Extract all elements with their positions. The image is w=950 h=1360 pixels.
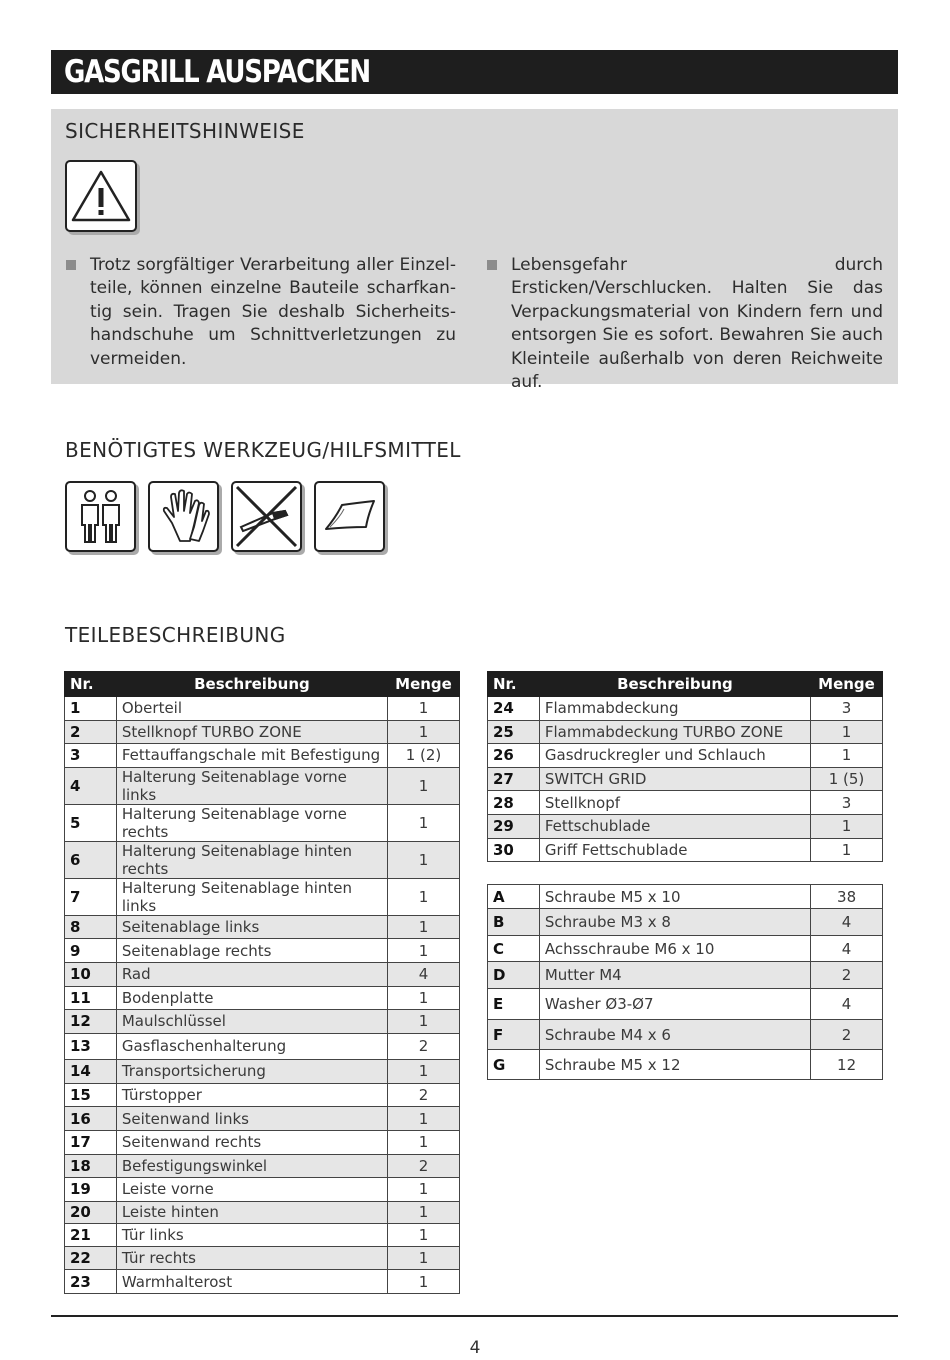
column-header-beschreibung: Beschreibung [116,672,387,697]
part-description: Transportsicherung [116,1059,387,1083]
warning-box [65,160,137,232]
part-quantity: 12 [811,1050,883,1080]
table-row [65,962,460,986]
cloth-icon [316,483,383,550]
part-number: 10 [65,962,117,986]
part-quantity: 2 [811,1020,883,1050]
table-row [488,885,883,909]
part-quantity: 2 [811,962,883,989]
table-row [65,1270,460,1294]
table-row [65,767,460,804]
part-quantity: 1 [388,1270,460,1294]
tool-box-no-knife [231,481,302,552]
table-row [65,1154,460,1178]
part-number: 4 [65,767,117,804]
part-description: Gasdruckregler und Schlauch [539,744,810,768]
part-quantity: 2 [388,1154,460,1178]
part-number: C [488,936,540,962]
part-number: 28 [488,791,540,815]
table-row [65,1083,460,1107]
part-quantity: 2 [388,1033,460,1059]
part-quantity: 4 [388,962,460,986]
table-row [65,1033,460,1059]
part-number: A [488,885,540,909]
part-quantity: 1 [388,986,460,1010]
part-quantity: 1 [388,939,460,963]
part-number: 24 [488,697,540,721]
safety-heading: SICHERHEITSHINWEISE [65,119,305,143]
part-quantity: 1 (2) [388,744,460,768]
part-description: Seitenwand rechts [116,1130,387,1154]
table-row [65,1010,460,1034]
part-description: Stellknopf TURBO ZONE [116,720,387,744]
tool-box-gloves [148,481,219,552]
warning-triangle-icon [67,162,135,230]
part-description: Oberteil [116,697,387,721]
tool-box-persons [65,481,136,552]
table-row [488,744,883,768]
part-number: 17 [65,1130,117,1154]
part-number: 15 [65,1083,117,1107]
no-knife-icon [233,483,300,550]
part-quantity: 1 [388,1010,460,1034]
column-header-nr: Nr. [65,672,117,697]
part-description: Tür rechts [116,1246,387,1270]
part-number: 7 [65,878,117,915]
part-description: Leiste vorne [116,1178,387,1202]
table-row [488,791,883,815]
table-row [65,878,460,915]
part-quantity: 1 [388,841,460,878]
table-row [488,814,883,838]
part-quantity: 1 [388,1246,460,1270]
part-number: 3 [65,744,117,768]
table-row [488,838,883,862]
part-quantity: 1 [388,804,460,841]
table-row [65,986,460,1010]
table-row [65,1178,460,1202]
safety-bullet-text: Trotz sorgfältiger Verarbeitung aller Einzelteile, können einzelne Bauteile scharfkantig sein. Tragen Sie deshalb Sicherheitshandschuhe um Schnittverletzungen zu vermeiden. [90,255,456,369]
part-description: Bodenplatte [116,986,387,1010]
part-description: Tür links [116,1224,387,1247]
part-description: Halterung Seitenablage vorne links [116,767,387,804]
part-number: 26 [488,744,540,768]
table-row [65,744,460,768]
part-number: 9 [65,939,117,963]
safety-section [51,109,898,393]
part-quantity: 1 [388,1201,460,1224]
parts-heading: TEILEBESCHREIBUNG [65,623,286,647]
table-row [65,1224,460,1247]
part-number: 16 [65,1107,117,1131]
tool-box-cloth [314,481,385,552]
table-row [488,909,883,936]
part-quantity: 3 [811,791,883,815]
table-row [65,804,460,841]
part-description: Washer Ø3-Ø7 [539,989,810,1020]
part-number: 29 [488,814,540,838]
part-number: 22 [65,1246,117,1270]
part-number: 21 [65,1224,117,1247]
part-quantity: 1 [388,767,460,804]
part-number: 30 [488,838,540,862]
part-description: Flammabdeckung TURBO ZONE [539,720,810,744]
part-number: 12 [65,1010,117,1034]
part-number: 23 [65,1270,117,1294]
table-row [65,939,460,963]
safety-bullet-2 [487,254,883,394]
part-description: Seitenablage rechts [116,939,387,963]
part-quantity: 4 [811,989,883,1020]
part-quantity: 1 [388,915,460,939]
table-row [65,915,460,939]
part-description: Rad [116,962,387,986]
part-quantity: 1 [388,1107,460,1131]
column-header-menge: Menge [388,672,460,697]
part-quantity: 1 [388,1178,460,1202]
column-header-beschreibung: Beschreibung [539,672,810,697]
part-description: Halterung Seitenablage hinten rechts [116,841,387,878]
part-description: Schraube M3 x 8 [539,909,810,936]
table-row [488,767,883,791]
part-quantity: 2 [388,1083,460,1107]
part-quantity: 1 [388,1130,460,1154]
part-description: Maulschlüssel [116,1010,387,1034]
part-quantity: 1 [388,878,460,915]
column-header-menge: Menge [811,672,883,697]
table-row [65,1130,460,1154]
hardware-table [487,884,883,1080]
part-quantity: 1 [388,697,460,721]
part-description: Fettauffangschale mit Befestigung [116,744,387,768]
part-quantity: 38 [811,885,883,909]
part-description: Griff Fettschublade [539,838,810,862]
part-number: 18 [65,1154,117,1178]
table-row [488,697,883,721]
part-quantity: 1 [811,744,883,768]
part-number: F [488,1020,540,1050]
part-description: Fettschublade [539,814,810,838]
part-quantity: 1 (5) [811,767,883,791]
part-description: Seitenwand links [116,1107,387,1131]
table-row [65,1107,460,1131]
gloves-icon [150,483,217,550]
column-header-nr: Nr. [488,672,540,697]
part-number: D [488,962,540,989]
bullet-square-icon [66,260,76,270]
part-quantity: 1 [811,814,883,838]
part-number: 27 [488,767,540,791]
parts-table-left [64,671,460,1294]
table-row [65,841,460,878]
part-description: Gasflaschenhalterung [116,1033,387,1059]
part-description: Stellknopf [539,791,810,815]
table-row [65,720,460,744]
part-quantity: 4 [811,909,883,936]
part-number: 11 [65,986,117,1010]
title-bar [51,50,898,94]
part-number: 2 [65,720,117,744]
part-description: Leiste hinten [116,1201,387,1224]
two-persons-icon [67,483,134,550]
part-description: Türstopper [116,1083,387,1107]
part-description: Halterung Seitenablage hinten links [116,878,387,915]
part-description: Mutter M4 [539,962,810,989]
table-row [65,1201,460,1224]
part-number: E [488,989,540,1020]
part-quantity: 1 [388,1059,460,1083]
part-description: Schraube M4 x 6 [539,1020,810,1050]
part-quantity: 1 [388,720,460,744]
table-row [488,1050,883,1080]
table-row [65,1059,460,1083]
part-description: Schraube M5 x 12 [539,1050,810,1080]
part-number: G [488,1050,540,1080]
part-number: 14 [65,1059,117,1083]
page-title: GASGRILL AUSPACKEN [64,54,370,90]
part-quantity: 1 [388,1224,460,1247]
part-number: 19 [65,1178,117,1202]
tools-heading: BENÖTIGTES WERKZEUG/HILFSMITTEL [65,438,461,462]
part-quantity: 3 [811,697,883,721]
parts-table-right [487,671,883,862]
table-row [488,989,883,1020]
part-number: 20 [65,1201,117,1224]
part-description: Warmhalterost [116,1270,387,1294]
part-description: Flammabdeckung [539,697,810,721]
part-quantity: 1 [811,838,883,862]
part-quantity: 1 [811,720,883,744]
part-quantity: 4 [811,936,883,962]
footer-divider [51,1315,898,1317]
part-description: Schraube M5 x 10 [539,885,810,909]
table-row [488,1020,883,1050]
part-description: SWITCH GRID [539,767,810,791]
safety-bullet-text: Lebensgefahr durch Ersticken/Verschlucken. Halten Sie das Verpackungsmaterial von Kindern fern und entsorgen Sie es sofort. Bewahren Sie auch Kleinteile außerhalb von deren Reichweite auf. [511,255,883,393]
part-number: 25 [488,720,540,744]
part-number: 13 [65,1033,117,1059]
part-number: 5 [65,804,117,841]
part-description: Halterung Seitenablage vorne rechts [116,804,387,841]
table-row [65,697,460,721]
table-row [488,962,883,989]
part-description: Achsschraube M6 x 10 [539,936,810,962]
part-number: B [488,909,540,936]
safety-bullet-1 [66,254,456,371]
table-row [65,1246,460,1270]
table-row [488,936,883,962]
part-number: 8 [65,915,117,939]
page-number: 4 [469,1338,481,1358]
bullet-square-icon [487,260,497,270]
part-number: 6 [65,841,117,878]
table-row [488,720,883,744]
part-description: Befestigungswinkel [116,1154,387,1178]
part-description: Seitenablage links [116,915,387,939]
part-number: 1 [65,697,117,721]
